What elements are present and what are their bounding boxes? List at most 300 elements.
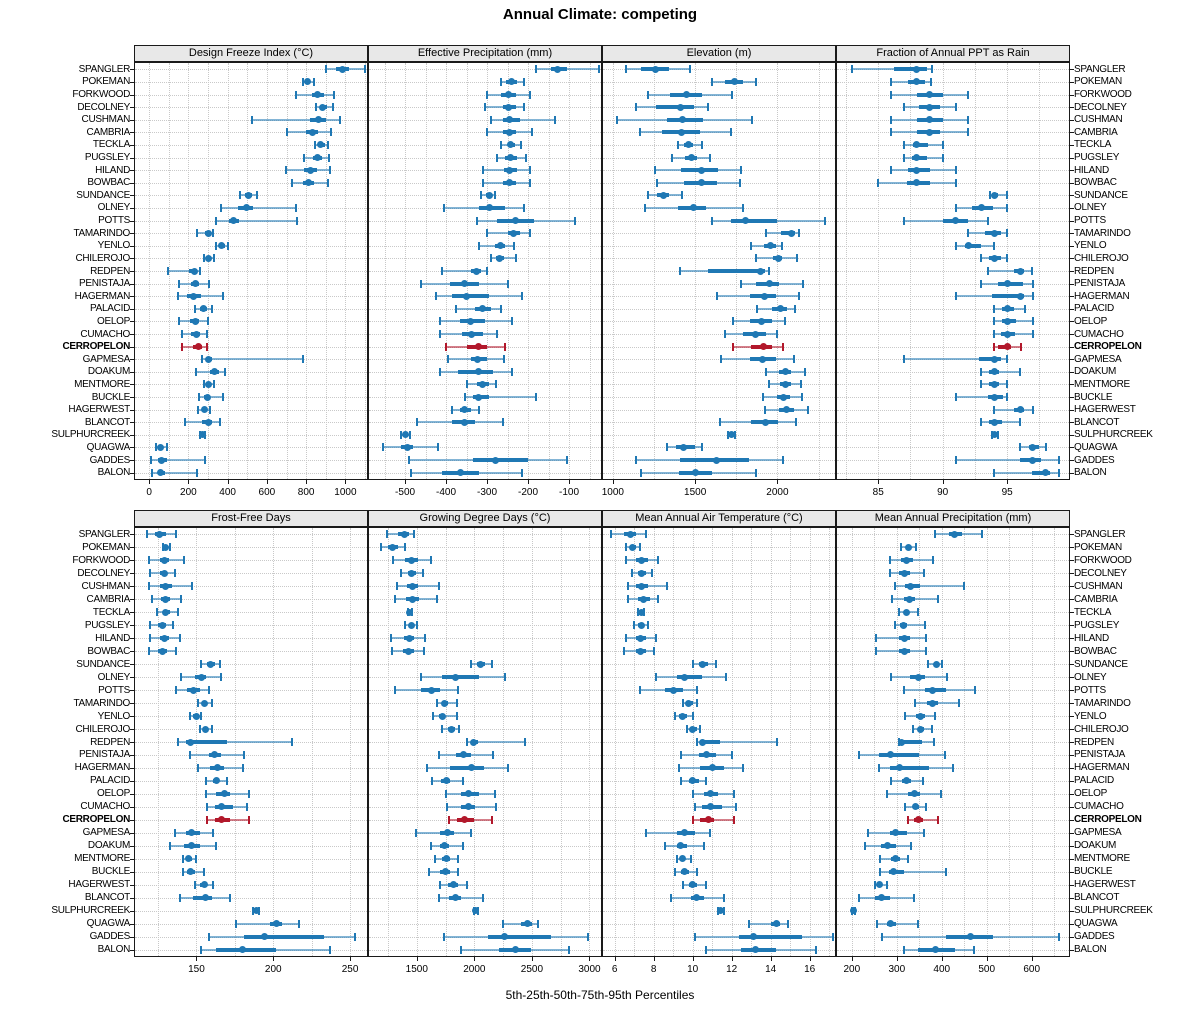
x-tick (306, 480, 307, 484)
site-label-right: DOAKUM (1074, 840, 1117, 852)
x-tick (149, 480, 150, 484)
y-tick-left (130, 258, 134, 259)
whisker-cap-p95 (967, 91, 969, 99)
interquartile-bar (442, 675, 479, 679)
y-tick-left (130, 120, 134, 121)
row-gridline (837, 560, 1069, 561)
median-dot (698, 167, 705, 174)
site-label-left: POKEMAN (82, 76, 130, 88)
whisker-cap-p95 (731, 751, 733, 759)
whisker-cap-p95 (692, 712, 694, 720)
x-tick-label: 1500 (405, 964, 428, 975)
site-label-right: TECKLA (1074, 606, 1112, 618)
x-tick-label: 90 (937, 487, 949, 498)
median-dot (506, 179, 513, 186)
whisker-cap-p5 (867, 829, 869, 837)
y-tick-left (130, 924, 134, 925)
x-tick (1032, 957, 1033, 961)
site-label-left: HAGERWEST (68, 879, 130, 891)
median-dot (978, 204, 985, 211)
whisker-cap-p5 (955, 292, 957, 300)
whisker-cap-p95 (183, 556, 185, 564)
median-dot (680, 444, 687, 451)
site-label-left: CUSHMAN (81, 580, 130, 592)
whisker-cap-p95 (174, 569, 176, 577)
panel-strip-design-freeze-index-c (134, 45, 368, 62)
whisker-cap-p95 (503, 355, 505, 363)
whisker-cap-p5 (878, 764, 880, 772)
whisker-cap-p5 (390, 634, 392, 642)
whisker-cap-p5 (199, 725, 201, 733)
whisker-cap-p5 (875, 647, 877, 655)
whisker-cap-p5 (674, 868, 676, 876)
row-gridline (837, 410, 1069, 411)
x-tick (810, 957, 811, 961)
median-dot (681, 674, 688, 681)
whisker-cap-p5 (879, 868, 881, 876)
percentile-whisker (491, 119, 555, 121)
site-label-right: PALACID (1074, 775, 1114, 787)
x-tick-label: 1000 (334, 487, 357, 498)
y-tick-left (130, 321, 134, 322)
whisker-cap-p5 (451, 406, 453, 414)
row-gridline (603, 309, 835, 310)
whisker-cap-p5 (692, 790, 694, 798)
whisker-cap-p95 (955, 166, 957, 174)
interquartile-bar (452, 294, 489, 298)
interquartile-bar (473, 458, 528, 462)
median-dot (929, 700, 936, 707)
row-gridline (603, 359, 835, 360)
whisker-cap-p5 (443, 204, 445, 212)
row-gridline (135, 703, 367, 704)
row-gridline (135, 372, 367, 373)
site-label-right: HILAND (1074, 632, 1109, 644)
median-dot (428, 687, 435, 694)
median-dot (638, 609, 645, 616)
whisker-cap-p5 (441, 267, 443, 275)
median-dot (878, 894, 885, 901)
row-gridline (369, 729, 601, 730)
panel-plot-effective-precipitation-mm (368, 62, 602, 480)
whisker-cap-p95 (930, 78, 932, 86)
whisker-cap-p5 (215, 217, 217, 225)
median-dot (441, 842, 448, 849)
median-dot (850, 907, 857, 914)
whisker-cap-p5 (934, 530, 936, 538)
whisker-cap-p5 (178, 317, 180, 325)
site-label-left: PUGSLEY (84, 152, 130, 164)
percentile-whisker (397, 585, 438, 587)
whisker-cap-p95 (424, 634, 426, 642)
whisker-cap-p5 (904, 803, 906, 811)
site-label-right: PUGSLEY (1074, 619, 1120, 631)
x-tick-label: 400 (933, 964, 951, 975)
whisker-cap-p95 (242, 764, 244, 772)
median-dot (699, 661, 706, 668)
whisker-cap-p95 (215, 842, 217, 850)
whisker-cap-p95 (327, 141, 329, 149)
median-dot (442, 868, 449, 875)
whisker-cap-p5 (955, 242, 957, 250)
whisker-cap-p5 (980, 418, 982, 426)
y-tick-left (130, 638, 134, 639)
median-dot (465, 790, 472, 797)
median-dot (443, 777, 450, 784)
interquartile-bar (741, 948, 776, 952)
median-dot (317, 141, 324, 148)
x-tick-label: 2000 (766, 487, 789, 498)
median-dot (679, 855, 686, 862)
percentile-whisker (749, 923, 788, 925)
whisker-cap-p95 (933, 738, 935, 746)
whisker-cap-p5 (148, 647, 150, 655)
whisker-cap-p95 (735, 803, 737, 811)
x-tick-label: 95 (1001, 487, 1013, 498)
whisker-cap-p95 (248, 816, 250, 824)
panel-title: Mean Annual Precipitation (mm) (874, 512, 1032, 524)
whisker-cap-p5 (679, 267, 681, 275)
x-tick-label: 16 (804, 964, 816, 975)
site-label-right: GAPMESA (1074, 353, 1122, 365)
whisker-cap-p5 (151, 469, 153, 477)
y-tick-left (130, 781, 134, 782)
median-dot (506, 167, 513, 174)
whisker-cap-p95 (470, 829, 472, 837)
median-dot (190, 687, 197, 694)
interquartile-bar (488, 935, 551, 939)
whisker-cap-p5 (765, 368, 767, 376)
whisker-cap-p95 (212, 881, 214, 889)
whisker-cap-p5 (303, 154, 305, 162)
whisker-cap-p95 (802, 280, 804, 288)
whisker-cap-p95 (208, 280, 210, 288)
site-label-left: POKEMAN (82, 541, 130, 553)
site-label-right: CAMBRIA (1074, 593, 1118, 605)
y-tick-left (130, 846, 134, 847)
whisker-cap-p5 (439, 330, 441, 338)
site-label-right: SPANGLER (1074, 528, 1126, 540)
whisker-cap-p95 (256, 191, 258, 199)
site-label-left: HAGERMAN (74, 762, 130, 774)
whisker-cap-p5 (680, 751, 682, 759)
row-gridline (837, 271, 1069, 272)
x-tick (943, 480, 944, 484)
site-label-left: SPANGLER (78, 63, 130, 75)
median-dot (463, 293, 470, 300)
whisker-cap-p95 (981, 530, 983, 538)
site-label-right: SULPHURCREEK (1074, 429, 1153, 441)
median-dot (202, 726, 209, 733)
row-gridline (135, 807, 367, 808)
row-gridline (135, 145, 367, 146)
site-label-left: SPANGLER (78, 528, 130, 540)
whisker-cap-p5 (705, 946, 707, 954)
x-tick (228, 480, 229, 484)
site-label-right: GAPMESA (1074, 827, 1122, 839)
site-label-left: GADDES (89, 454, 130, 466)
row-gridline (603, 833, 835, 834)
whisker-cap-p5 (295, 91, 297, 99)
x-tick (350, 957, 351, 961)
median-dot (905, 544, 912, 551)
whisker-cap-p95 (1006, 393, 1008, 401)
whisker-cap-p5 (439, 881, 441, 889)
whisker-cap-p95 (529, 91, 531, 99)
whisker-cap-p95 (751, 116, 753, 124)
whisker-cap-p95 (496, 330, 498, 338)
whisker-cap-p5 (711, 217, 713, 225)
panel-plot-fraction-of-annual-ppt-as-rain (836, 62, 1070, 480)
median-dot (408, 557, 415, 564)
row-gridline (837, 781, 1069, 782)
row-gridline (603, 846, 835, 847)
whisker-cap-p95 (295, 204, 297, 212)
row-gridline (837, 547, 1069, 548)
y-tick-left (130, 560, 134, 561)
site-label-right: OELOP (1074, 315, 1107, 327)
whisker-cap-p5 (496, 154, 498, 162)
whisker-cap-p95 (491, 816, 493, 824)
whisker-cap-p95 (566, 456, 568, 464)
site-label-right: DECOLNEY (1074, 101, 1127, 113)
median-dot (991, 192, 998, 199)
whisker-cap-p5 (644, 204, 646, 212)
whisker-cap-p95 (568, 946, 570, 954)
whisker-cap-p5 (198, 393, 200, 401)
whisker-cap-p95 (416, 621, 418, 629)
x-tick (528, 480, 529, 484)
whisker-cap-p95 (531, 128, 533, 136)
median-dot (158, 457, 165, 464)
whisker-cap-p5 (927, 660, 929, 668)
whisker-cap-p5 (993, 469, 995, 477)
y-tick-left (130, 742, 134, 743)
whisker-cap-p95 (1032, 292, 1034, 300)
whisker-cap-p95 (733, 816, 735, 824)
whisker-cap-p5 (194, 881, 196, 889)
whisker-cap-p5 (443, 933, 445, 941)
whisker-cap-p5 (696, 738, 698, 746)
site-label-right: CUMACHO (1074, 328, 1124, 340)
whisker-cap-p5 (195, 368, 197, 376)
median-dot (679, 713, 686, 720)
median-dot (441, 700, 448, 707)
site-label-right: POTTS (1074, 215, 1106, 227)
x-tick-label: -500 (395, 487, 416, 498)
median-dot (637, 635, 644, 642)
whisker-cap-p95 (707, 103, 709, 111)
row-gridline (369, 924, 601, 925)
whisker-cap-p95 (1058, 469, 1060, 477)
whisker-cap-p95 (495, 803, 497, 811)
whisker-cap-p95 (495, 380, 497, 388)
whisker-cap-p95 (1045, 443, 1047, 451)
whisker-cap-p95 (725, 673, 727, 681)
median-dot (903, 609, 910, 616)
median-dot (629, 544, 636, 551)
whisker-cap-p5 (486, 91, 488, 99)
whisker-cap-p95 (291, 738, 293, 746)
whisker-cap-p95 (647, 621, 649, 629)
site-label-left: FORKWOOD (72, 89, 130, 100)
x-tick-label: 12 (726, 964, 738, 975)
whisker-cap-p5 (631, 569, 633, 577)
whisker-cap-p95 (327, 179, 329, 187)
whisker-cap-p95 (917, 608, 919, 616)
site-label-left: DOAKUM (87, 840, 130, 852)
whisker-cap-p95 (457, 868, 459, 876)
panel-title: Growing Degree Days (°C) (419, 512, 551, 524)
whisker-cap-p95 (955, 179, 957, 187)
x-tick-label: 85 (872, 487, 884, 498)
median-dot (913, 167, 920, 174)
x-tick (532, 957, 533, 961)
whisker-cap-p95 (507, 764, 509, 772)
row-gridline (135, 82, 367, 83)
whisker-cap-p5 (455, 305, 457, 313)
site-label-right: DOAKUM (1074, 366, 1117, 378)
median-dot (703, 751, 710, 758)
whisker-cap-p5 (694, 933, 696, 941)
whisker-cap-p95 (175, 530, 177, 538)
x-tick (613, 480, 614, 484)
panel-title: Effective Precipitation (mm) (417, 47, 553, 59)
median-dot (689, 777, 696, 784)
row-gridline (603, 435, 835, 436)
site-label-right: HILAND (1074, 164, 1109, 176)
x-tick-label: 14 (765, 964, 777, 975)
row-gridline (135, 170, 367, 171)
median-dot (640, 596, 647, 603)
whisker-cap-p95 (456, 699, 458, 707)
whisker-cap-p95 (705, 881, 707, 889)
whisker-cap-p95 (494, 790, 496, 798)
whisker-cap-p5 (711, 78, 713, 86)
whisker-cap-p95 (404, 543, 406, 551)
median-dot (912, 803, 919, 810)
whisker-cap-p5 (476, 217, 478, 225)
row-gridline (837, 807, 1069, 808)
median-dot (782, 381, 789, 388)
whisker-cap-p5 (762, 393, 764, 401)
site-label-right: OLNEY (1074, 202, 1107, 214)
whisker-cap-p5 (680, 777, 682, 785)
whisker-cap-p95 (645, 530, 647, 538)
median-dot (907, 583, 914, 590)
row-gridline (369, 145, 601, 146)
whisker-cap-p5 (420, 673, 422, 681)
whisker-cap-p95 (504, 343, 506, 351)
whisker-cap-p95 (755, 78, 757, 86)
row-gridline (135, 296, 367, 297)
median-dot (917, 713, 924, 720)
whisker-cap-p5 (438, 894, 440, 902)
x-tick-label: 2000 (463, 964, 486, 975)
whisker-cap-p5 (415, 829, 417, 837)
whisker-cap-p95 (787, 920, 789, 928)
row-gridline (369, 82, 601, 83)
median-dot (200, 305, 207, 312)
median-dot (401, 531, 408, 538)
median-dot (788, 230, 795, 237)
median-dot (660, 192, 667, 199)
row-gridline (135, 820, 367, 821)
row-gridline (837, 321, 1069, 322)
whisker-cap-p5 (239, 191, 241, 199)
whisker-cap-p95 (925, 634, 927, 642)
whisker-cap-p95 (529, 229, 531, 237)
whisker-cap-p5 (394, 595, 396, 603)
x-tick (405, 480, 406, 484)
median-dot (460, 751, 467, 758)
whisker-cap-p95 (731, 91, 733, 99)
whisker-cap-p95 (313, 78, 315, 86)
whisker-cap-p5 (755, 254, 757, 262)
median-dot (159, 622, 166, 629)
interquartile-bar (656, 105, 695, 109)
whisker-cap-p95 (222, 393, 224, 401)
site-label-left: SULPHURCREEK (51, 429, 130, 441)
median-dot (157, 444, 164, 451)
x-tick (852, 957, 853, 961)
median-dot (932, 946, 939, 953)
median-dot (161, 557, 168, 564)
median-dot (443, 855, 450, 862)
row-gridline (837, 716, 1069, 717)
whisker-cap-p95 (931, 725, 933, 733)
percentile-whisker (988, 270, 1032, 272)
row-gridline (603, 729, 835, 730)
whisker-cap-p5 (391, 647, 393, 655)
y-tick-left (130, 794, 134, 795)
median-dot (162, 609, 169, 616)
site-label-right: HAGERMAN (1074, 762, 1130, 774)
whisker-cap-p5 (987, 267, 989, 275)
whisker-cap-p5 (765, 229, 767, 237)
y-tick-left (130, 170, 134, 171)
whisker-cap-p5 (177, 292, 179, 300)
median-dot (156, 531, 163, 538)
median-dot (759, 356, 766, 363)
whisker-cap-p5 (180, 673, 182, 681)
whisker-cap-p95 (246, 803, 248, 811)
median-dot (892, 829, 899, 836)
whisker-cap-p95 (492, 751, 494, 759)
row-gridline (837, 599, 1069, 600)
whisker-cap-p95 (212, 229, 214, 237)
site-label-right: PENISTAJA (1074, 749, 1126, 761)
percentile-whisker (236, 923, 299, 925)
row-gridline (603, 859, 835, 860)
x-tick (654, 957, 655, 961)
row-gridline (837, 284, 1069, 285)
whisker-cap-p5 (886, 790, 888, 798)
whisker-cap-p95 (332, 103, 334, 111)
whisker-cap-p5 (732, 343, 734, 351)
median-dot (213, 777, 220, 784)
whisker-cap-p5 (903, 141, 905, 149)
row-gridline (369, 716, 601, 717)
y-tick-left (130, 885, 134, 886)
row-gridline (837, 309, 1069, 310)
median-dot (457, 469, 464, 476)
whisker-cap-p95 (913, 894, 915, 902)
median-dot (777, 305, 784, 312)
whisker-cap-p95 (730, 128, 732, 136)
whisker-cap-p5 (484, 103, 486, 111)
whisker-cap-p5 (314, 141, 316, 149)
